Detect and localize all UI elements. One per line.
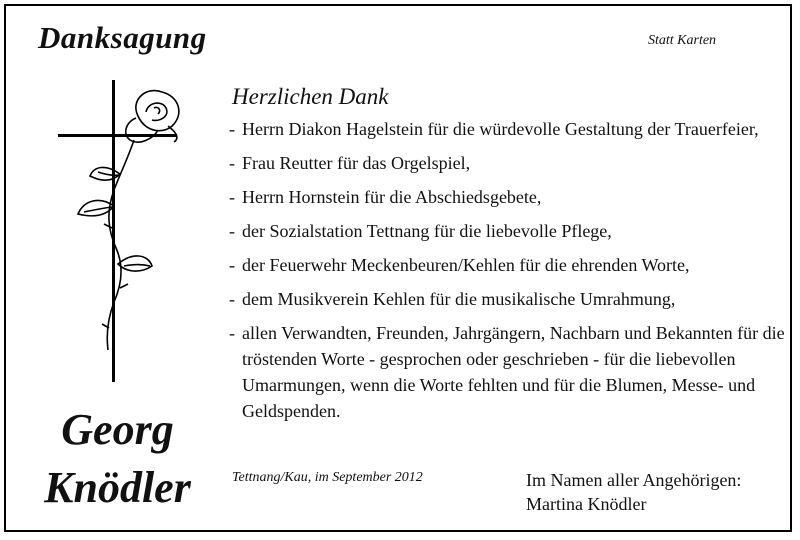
signature-block <box>526 468 741 516</box>
deceased-last-name: Knödler <box>44 463 191 512</box>
thanks-item: - dem Musikverein Kehlen für die musikalische Umrahmung, <box>228 286 788 312</box>
thanks-intro: Herzlichen Dank <box>232 84 389 109</box>
cross-with-rose-icon <box>50 78 190 388</box>
signature-line-1: Im Namen aller Angehörigen: <box>526 470 742 490</box>
deceased-first-name: Georg <box>61 405 174 454</box>
thanks-item: - Herrn Hornstein für die Abschiedsgebete, <box>228 184 788 210</box>
place-date: Tettnang/Kau, im September 2012 <box>232 470 423 485</box>
statt-karten-note: Statt Karten <box>648 33 717 48</box>
thanks-list <box>228 116 788 432</box>
thanks-item: - der Sozialstation Tettnang für die liebevolle Pflege, <box>228 218 788 244</box>
signature-line-2: Martina Knödler <box>526 494 647 514</box>
thanks-item: - allen Verwandten, Freunden, Jahrgängern, Nachbarn und Bekannten für die tröstenden Worte - gesprochen oder geschrieben - für die liebevollen Umarmungen, wenn die Worte fehlten und für die Blumen, Messe- und Geldspenden. <box>228 320 788 424</box>
thanks-item: - der Feuerwehr Meckenbeuren/Kehlen für die ehrenden Worte, <box>228 252 788 278</box>
thanks-item: - Frau Reutter für das Orgelspiel, <box>228 150 788 176</box>
notice-heading: Danksagung <box>38 20 207 55</box>
thanks-item: - Herrn Diakon Hagelstein für die würdevolle Gestaltung der Trauerfeier, <box>228 116 788 142</box>
